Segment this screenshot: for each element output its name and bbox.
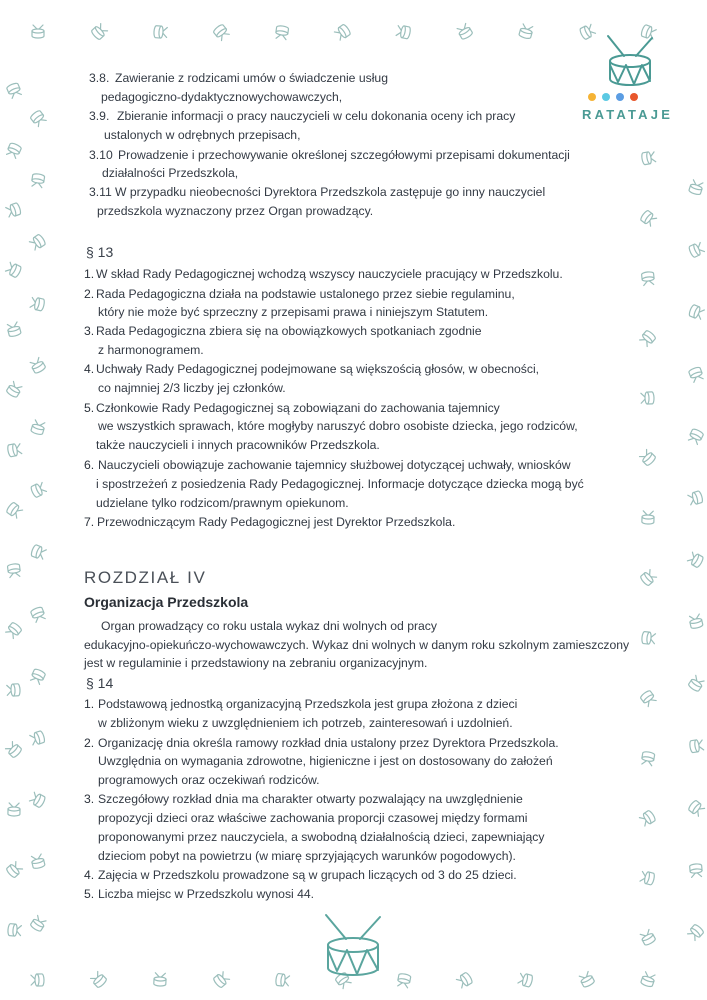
list-item-number: 3.10: [89, 148, 113, 162]
list-item-number: 5.: [84, 401, 95, 415]
list-item-number: 4.: [84, 362, 95, 376]
drum-icon: [27, 913, 49, 935]
logo-dot: [630, 93, 638, 101]
list-item-text: Prowadzenie i przechowywanie określonej szczegółowymi przepisami dokumentacji: [118, 148, 570, 162]
drum-icon: [454, 969, 476, 991]
drum-icon: [576, 969, 598, 991]
drum-icon: [28, 728, 48, 748]
drum-icon: [637, 447, 660, 470]
drum-icon: [5, 921, 22, 938]
drum-icon: [5, 561, 23, 579]
list-item-text: Zajęcia w Przedszkolu prowadzone są w grupach liczących od 3 do 25 dzieci.: [98, 868, 517, 882]
list-item-text: Uchwały Rady Pedagogicznej podejmowane są większością głosów, w obecności,: [96, 362, 540, 376]
list-item-number: 2.: [84, 736, 95, 750]
drum-icon: [30, 24, 46, 40]
drum-icon: [637, 927, 659, 949]
drum-icon: [395, 971, 414, 990]
drum-icon: [640, 510, 657, 527]
drum-icon: [3, 859, 26, 882]
drum-icon: [332, 21, 354, 43]
drum-icon: [3, 379, 25, 401]
drum-icon: [28, 418, 48, 438]
drum-icon: [637, 207, 659, 229]
list-item-text: Szczegółowy rozkład dnia ma charakter otwarty pozwalający na uwzględnienie: [98, 792, 523, 806]
drum-icon: [27, 355, 49, 377]
drum-icon: [639, 629, 657, 647]
drum-icon: [686, 178, 706, 198]
drum-icon: [322, 913, 384, 981]
list-item-text: Rada Pedagogiczna zbiera się na obowiązkowych spotkaniach zgodnie: [96, 324, 482, 338]
drum-icon: [3, 499, 25, 521]
drum-icon: [637, 807, 659, 829]
drum-icon: [516, 22, 536, 42]
drum-icon: [638, 868, 657, 887]
drum-icon: [3, 619, 26, 642]
drum-icon: [28, 294, 47, 313]
drum-icon: [3, 139, 24, 160]
drum-icon: [152, 972, 169, 989]
section-heading: § 13: [86, 244, 114, 260]
list-item-text: Zawieranie z rodzicami umów o świadczenie usług: [115, 71, 388, 85]
drum-icon: [686, 364, 707, 385]
drum-icon: [685, 921, 707, 944]
drum-icon: [640, 390, 657, 407]
drum-icon: [686, 488, 706, 508]
list-item-number: 3.9.: [89, 109, 110, 123]
drum-icon: [27, 665, 48, 686]
list-item-text: Członkowie Rady Pedagogicznej są zobowiązani do zachowania tajemnicy: [96, 401, 500, 415]
list-item-number: 3.: [84, 324, 95, 338]
list-item-number: 5.: [84, 887, 95, 901]
list-item-text: dzieciom pobyt na powietrzu (w miarę sprzyjających warunków pogodowych).: [98, 849, 516, 863]
list-item-number: 1.: [84, 697, 95, 711]
drum-icon: [685, 797, 707, 819]
drum-icon: [516, 970, 536, 990]
drum-icon: [28, 542, 49, 563]
list-item-number: 4.: [84, 868, 95, 882]
drum-icon: [5, 441, 24, 460]
list-item-text: propozycji dzieci oraz właściwe zachowania proporcji czasowej między formami: [98, 811, 528, 825]
list-item-number: 6.: [84, 458, 95, 472]
list-item-text: ustalonych w odrębnych przepisach,: [104, 128, 301, 142]
drum-icon: [27, 479, 48, 500]
list-item-text: Nauczycieli obowiązuje zachowanie tajemnicy służbowej dotyczącej uchwały, wniosków: [98, 458, 571, 472]
drum-icon: [273, 971, 291, 989]
list-item-text: Uwzględnia on wymagania zdrowotne, higieniczne i jest on dostosowany do założeń: [98, 754, 553, 768]
list-item-text: W przypadku nieobecności Dyrektora Przedszkola zastępuje go inny nauczyciel: [115, 185, 546, 199]
list-item-text: z harmonogramem.: [98, 343, 204, 357]
chapter-title: ROZDZIAŁ IV: [84, 568, 207, 587]
drum-icon: [27, 789, 49, 811]
drum-icon: [687, 737, 705, 755]
drum-icon: [4, 80, 25, 101]
drum-icon: [638, 970, 658, 990]
paragraph-line: Organ prowadzący co roku ustala wykaz dni wolnych od pracy: [101, 619, 437, 633]
drum-icon: [3, 739, 26, 762]
list-item-number: 2.: [84, 287, 95, 301]
list-item-text: w zbliżonym wieku z uwzględnieniem ich potrzeb, zainteresowań i uzdolnień.: [98, 716, 513, 730]
drum-icon: [151, 23, 168, 40]
drum-icon: [395, 23, 414, 42]
drum-icon: [27, 107, 49, 129]
drum-icon: [4, 200, 24, 220]
drum-icon: [687, 861, 704, 878]
list-item-text: przedszkola wyznaczony przez Organ prowadzący.: [97, 204, 374, 218]
drum-icon: [3, 259, 25, 281]
drum-icon: [686, 302, 707, 323]
drum-icon: [210, 969, 233, 992]
list-item-number: 3.11: [89, 185, 112, 199]
list-item-number: 3.8.: [89, 71, 110, 85]
drum-icon: [29, 171, 47, 189]
paragraph-line: jest w regulaminie i przedstawiony na zebraniu organizacyjnym.: [84, 656, 428, 670]
list-item-number: 3.: [84, 792, 95, 806]
list-item-text: W skład Rady Pedagogicznej wchodzą wszyscy nauczyciele pracujący w Przedszkolu.: [96, 267, 563, 281]
drum-icon: [637, 687, 659, 709]
list-item-text: który nie może być sprzeczny z przepisami prawa i niniejszym Statutem.: [98, 305, 489, 319]
drum-icon: [30, 972, 46, 988]
list-item-text: udzielane tylko rodzicom/prawnym opiekunom.: [96, 496, 349, 510]
drum-icon: [685, 549, 707, 571]
logo-dot: [588, 93, 596, 101]
drum-icon: [454, 21, 476, 43]
drum-icon: [28, 604, 49, 625]
drum-icon: [88, 21, 111, 44]
drum-icon: [685, 425, 706, 446]
drum-icon: [27, 231, 49, 253]
drum-icon: [686, 612, 705, 631]
list-item-text: proponowanymi przez nauczyciela, a swobodną działalnością dzieci, zapewniający: [98, 830, 545, 844]
list-item-text: działalności Przedszkola,: [102, 166, 239, 180]
list-item-text: co najmniej 2/3 liczby jej członków.: [98, 381, 286, 395]
drum-icon: [685, 673, 707, 695]
list-item-text: Organizację dnia określa ramowy rozkład dnia ustalony przez Dyrektora Przedszkola.: [98, 736, 559, 750]
drum-icon: [639, 749, 658, 768]
list-item-text: pedagogiczno-dydaktycznowychowawczych,: [101, 90, 343, 104]
drum-icon: [210, 21, 233, 44]
chapter-subtitle: Organizacja Przedszkola: [84, 594, 249, 610]
section-heading: § 14: [86, 675, 114, 691]
drum-icon: [4, 320, 24, 340]
logo-dot: [602, 93, 610, 101]
list-item-text: we wszystkich sprawach, które mogłyby naruszyć dobro osobiste dziecka, jego rodziców,: [98, 419, 578, 433]
drum-icon: [6, 682, 23, 699]
drum-icon: [28, 852, 47, 871]
drum-icon: [6, 802, 22, 818]
logo-dots: [588, 93, 638, 101]
list-item-text: i spostrzeżeń z posiedzenia Rady Pedagogicznej. Informacje dotyczące dziecka mogą być: [96, 477, 584, 491]
drum-icon: [639, 269, 657, 287]
drum-icon: [637, 327, 660, 350]
drum-icon: [639, 149, 658, 168]
drum-icon: [273, 23, 291, 41]
list-item-text: także nauczycieli i innych pracowników Przedszkola.: [96, 438, 380, 452]
ratataje-logo: [582, 34, 678, 124]
list-item-text: Rada Pedagogiczna działa na podstawie ustalonego przez siebie regulaminu,: [96, 287, 515, 301]
drum-icon: [637, 567, 660, 590]
list-item-text: Zbieranie informacji o pracy nauczycieli w celu dokonania oceny ich pracy: [117, 109, 516, 123]
drum-icon: [604, 34, 656, 90]
list-item-text: Liczba miejsc w Przedszkolu wynosi 44.: [98, 887, 315, 901]
drum-icon: [88, 969, 111, 992]
list-item-text: Przewodniczącym Rady Pedagogicznej jest Dyrektor Przedszkola.: [97, 515, 456, 529]
logo-brand-name: RATATAJE: [582, 107, 674, 122]
list-item-number: 1.: [84, 267, 95, 281]
paragraph-line: edukacyjno-opiekuńczo-wychowawczych. Wykaz dni wolnych w danym roku szkolnym zamieszczony: [84, 638, 630, 652]
list-item-text: programowych oraz oczekiwań rodziców.: [98, 773, 320, 787]
list-item-text: Podstawową jednostką organizacyjną Przedszkola jest grupa złożona z dzieci: [98, 697, 518, 711]
logo-dot: [616, 93, 624, 101]
list-item-number: 7.: [84, 515, 95, 529]
drum-icon: [685, 239, 706, 260]
